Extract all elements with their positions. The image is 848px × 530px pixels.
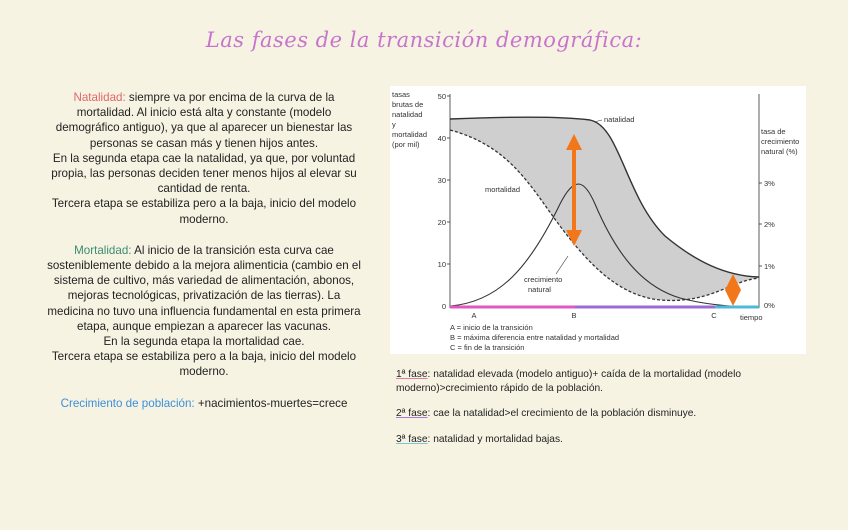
natalidad-text: siempre va por encima de la curva de la mortalidad. Al inicio está alta y constante (modelo demográfico antiguo), ya que al aparecer un bienestar las personas se casan más y tienen hijos antes.: [55, 91, 353, 150]
phase-1-text: : natalidad elevada (modelo antiguo)+ caída de la mortalidad (modelo moderno)>crecimiento rápido de la población.: [396, 369, 741, 394]
page-title: Las fases de la transición demográfica:: [205, 28, 643, 52]
y-right-ticks: [764, 179, 775, 310]
mortalidad-label: Mortalidad:: [74, 243, 132, 257]
phase-1-label: 1ª fase: [396, 369, 428, 380]
y-tick-30: 30: [437, 176, 446, 185]
chart-legend: [450, 323, 619, 352]
phase-3-text: : natalidad y mortalidad bajas.: [427, 433, 563, 445]
natalidad-line3: Tercera etapa se estabiliza pero a la baja, inicio del modelo moderno.: [51, 197, 357, 226]
y-right-tick-0: 0%: [764, 301, 775, 310]
mortalidad-curve-label: mortalidad: [485, 185, 521, 194]
phase-1: [396, 368, 796, 395]
y-right-title: tasa de crecimiento natural (%): [761, 127, 800, 156]
y-left-title: tasas brutas de natalidad y mortalidad (por mil): [392, 90, 428, 149]
phase-3-label: 3ª fase: [396, 433, 428, 445]
y-tick-10: 10: [437, 260, 446, 269]
y-right-tick-2: 2%: [764, 220, 775, 229]
mortalidad-line3: Tercera etapa se estabiliza pero a la baja, inicio del modelo moderno.: [51, 350, 357, 379]
x-tick-b: B: [571, 311, 577, 320]
mortalidad-line2: En la segunda etapa la mortalidad cae.: [103, 335, 305, 349]
y-left-ticks: [438, 92, 446, 311]
y-right-tick-3: 3%: [764, 179, 775, 188]
crecimiento-paragraph: [44, 396, 364, 411]
y-tick-0: 0: [441, 302, 446, 311]
x-tick-a: A: [471, 311, 477, 320]
natalidad-paragraph: [44, 90, 364, 151]
phase-2-text: : cae la natalidad>el crecimiento de la población disminuye.: [427, 408, 697, 419]
legend-a: A = inicio de la transición: [450, 323, 533, 332]
mortalidad-text: Al inicio de la transición esta curva cae sosteniblemente debido a la mejora alimenticia (cambio en el sistema de cultivo, más variedad de alimentación, abonos, mejoras tecnológicas, privatización de las tierras). La medicina no tuvo una influencia fundamental en esta primera etapa, aunque empiezan a aparecer las vacunas.: [47, 243, 361, 333]
phases-list: [396, 368, 796, 458]
x-tick-c: C: [711, 311, 717, 320]
y-tick-50: 50: [437, 92, 446, 101]
natalidad-curve-label: natalidad: [604, 115, 635, 124]
phase-2-label: 2ª fase: [396, 408, 428, 419]
phase-3: [396, 433, 796, 447]
legend-c: C = fin de la transición: [450, 343, 525, 352]
crecimiento-text: +nacimientos-muertes=crece: [194, 396, 348, 410]
crecimiento-label: Crecimiento de población:: [60, 396, 195, 410]
y-tick-40: 40: [437, 134, 446, 143]
explanation-column: [44, 90, 364, 411]
crecimiento-curve-label: crecimiento natural: [524, 275, 563, 294]
legend-b: B = máxima diferencia entre natalidad y mortalidad: [450, 333, 620, 342]
x-axis-label: tiempo: [740, 313, 763, 322]
y-right-tick-1: 1%: [764, 262, 775, 271]
natalidad-label: Natalidad:: [73, 91, 126, 104]
growth-area: [450, 117, 759, 300]
demographic-transition-diagram: [390, 86, 806, 354]
natalidad-line2: En la segunda etapa cae la natalidad, ya que, por voluntad propia, las personas deciden tener menos hijos al elevar su cantidad de renta.: [51, 151, 357, 196]
y-tick-20: 20: [437, 218, 446, 227]
phase-2: [396, 407, 796, 421]
mortalidad-paragraph: [44, 243, 364, 334]
